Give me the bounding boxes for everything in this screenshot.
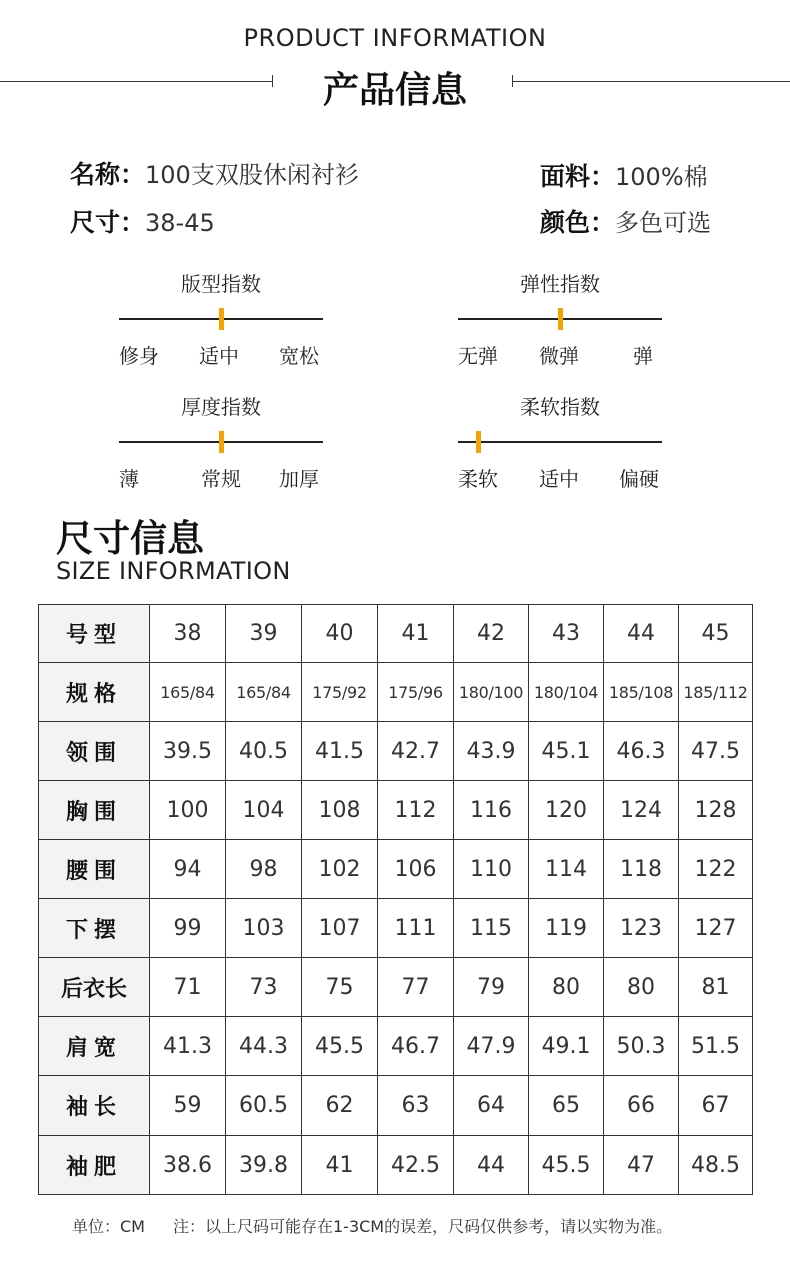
fit-index-title: 版型指数: [181, 272, 261, 296]
table-cell: 63: [378, 1076, 454, 1136]
table-cell: 60.5: [226, 1076, 302, 1136]
info-fabric-value: 100%棉: [615, 163, 708, 191]
product-info-title-cn: 产品信息: [322, 70, 467, 111]
thickness-index-label-mid: 常规: [201, 467, 241, 491]
size-info-title-en: SIZE INFORMATION: [56, 557, 291, 585]
elasticity-index-title: 弹性指数: [520, 272, 600, 296]
table-cell: 41: [302, 1136, 378, 1195]
table-cell: 67: [679, 1076, 753, 1136]
table-row: [39, 1076, 753, 1136]
table-cell: 106: [378, 840, 454, 899]
table-cell: 59: [150, 1076, 226, 1136]
table-cell: 42: [454, 605, 529, 663]
table-cell: 48.5: [679, 1136, 753, 1195]
table-cell: 80: [529, 958, 604, 1017]
table-cell: 45: [679, 605, 753, 663]
table-cell: 39: [226, 605, 302, 663]
table-cell: 120: [529, 781, 604, 840]
row-header: 肩宽: [39, 1017, 150, 1076]
thickness-index-title: 厚度指数: [181, 395, 261, 419]
fit-index-label-low: 修身: [119, 344, 159, 368]
table-row: [39, 605, 753, 663]
row-header: 领围: [39, 722, 150, 781]
table-cell: 185/108: [604, 663, 679, 722]
table-cell: 81: [679, 958, 753, 1017]
table-cell: 46.7: [378, 1017, 454, 1076]
table-cell: 75: [302, 958, 378, 1017]
table-cell: 71: [150, 958, 226, 1017]
table-row: [39, 899, 753, 958]
table-row: [39, 1017, 753, 1076]
info-name: [70, 155, 359, 191]
table-cell: 175/96: [378, 663, 454, 722]
fit-index-label-mid: 适中: [199, 344, 239, 368]
footer-note: [72, 1214, 672, 1237]
table-cell: 112: [378, 781, 454, 840]
table-cell: 66: [604, 1076, 679, 1136]
table-row: [39, 781, 753, 840]
table-cell: 116: [454, 781, 529, 840]
table-cell: 98: [226, 840, 302, 899]
table-cell: 123: [604, 899, 679, 958]
table-cell: 50.3: [604, 1017, 679, 1076]
table-cell: 44: [454, 1136, 529, 1195]
row-header: 胸围: [39, 781, 150, 840]
table-cell: 46.3: [604, 722, 679, 781]
table-row: [39, 663, 753, 722]
table-cell: 40: [302, 605, 378, 663]
row-header: 腰围: [39, 840, 150, 899]
row-header: 袖长: [39, 1076, 150, 1136]
softness-index-marker: [476, 431, 481, 453]
table-cell: 77: [378, 958, 454, 1017]
table-cell: 114: [529, 840, 604, 899]
info-fabric-label: 面料：: [540, 162, 616, 191]
info-fabric: [540, 157, 708, 193]
table-cell: 47.5: [679, 722, 753, 781]
fit-index-label-high: 宽松: [279, 344, 319, 368]
softness-index-label-low: 柔软: [458, 467, 498, 491]
table-cell: 64: [454, 1076, 529, 1136]
table-row: [39, 722, 753, 781]
table-cell: 41.5: [302, 722, 378, 781]
table-cell: 43.9: [454, 722, 529, 781]
table-cell: 175/92: [302, 663, 378, 722]
table-cell: 42.7: [378, 722, 454, 781]
fit-index-marker: [219, 308, 224, 330]
product-info-title-en: PRODUCT INFORMATION: [243, 24, 547, 52]
table-cell: 47: [604, 1136, 679, 1195]
table-cell: 45.1: [529, 722, 604, 781]
table-cell: 49.1: [529, 1017, 604, 1076]
size-table: [38, 604, 753, 1195]
row-header: 号型: [39, 605, 150, 663]
table-cell: 115: [454, 899, 529, 958]
thickness-index-label-high: 加厚: [279, 467, 319, 491]
table-cell: 108: [302, 781, 378, 840]
table-cell: 62: [302, 1076, 378, 1136]
table-row: [39, 1136, 753, 1195]
table-cell: 73: [226, 958, 302, 1017]
table-cell: 122: [679, 840, 753, 899]
table-cell: 165/84: [150, 663, 226, 722]
table-cell: 45.5: [529, 1136, 604, 1195]
table-cell: 40.5: [226, 722, 302, 781]
info-color-value: 多色可选: [615, 209, 712, 237]
info-color: [540, 203, 711, 239]
table-cell: 39.8: [226, 1136, 302, 1195]
row-header: 袖肥: [39, 1136, 150, 1195]
info-size-value: 38-45: [145, 209, 215, 237]
info-color-label: 颜色：: [540, 208, 616, 237]
table-cell: 185/112: [679, 663, 753, 722]
elasticity-index-marker: [558, 308, 563, 330]
table-cell: 102: [302, 840, 378, 899]
table-cell: 104: [226, 781, 302, 840]
table-cell: 99: [150, 899, 226, 958]
info-size: [70, 203, 215, 239]
table-cell: 43: [529, 605, 604, 663]
table-cell: 118: [604, 840, 679, 899]
table-cell: 124: [604, 781, 679, 840]
table-cell: 38.6: [150, 1136, 226, 1195]
softness-index-title: 柔软指数: [520, 395, 600, 419]
table-cell: 180/100: [454, 663, 529, 722]
softness-index-label-mid: 适中: [539, 467, 579, 491]
table-cell: 41.3: [150, 1017, 226, 1076]
thickness-index-label-low: 薄: [119, 467, 139, 491]
elasticity-index-label-low: 无弹: [458, 344, 498, 368]
table-cell: 39.5: [150, 722, 226, 781]
table-cell: 119: [529, 899, 604, 958]
table-cell: 94: [150, 840, 226, 899]
table-cell: 180/104: [529, 663, 604, 722]
table-cell: 103: [226, 899, 302, 958]
info-name-value: 100支双股休闲衬衫: [145, 161, 359, 189]
elasticity-index-label-high: 弹: [633, 344, 653, 368]
table-cell: 47.9: [454, 1017, 529, 1076]
softness-index-label-high: 偏硬: [619, 467, 659, 491]
table-row: [39, 840, 753, 899]
thickness-index-marker: [219, 431, 224, 453]
table-cell: 65: [529, 1076, 604, 1136]
table-cell: 165/84: [226, 663, 302, 722]
table-cell: 79: [454, 958, 529, 1017]
table-cell: 100: [150, 781, 226, 840]
row-header: 规格: [39, 663, 150, 722]
table-cell: 128: [679, 781, 753, 840]
table-cell: 107: [302, 899, 378, 958]
info-name-label: 名称：: [70, 160, 146, 189]
row-header: 下摆: [39, 899, 150, 958]
table-cell: 44: [604, 605, 679, 663]
table-cell: 110: [454, 840, 529, 899]
table-cell: 44.3: [226, 1017, 302, 1076]
table-cell: 80: [604, 958, 679, 1017]
size-info-title-cn: 尺寸信息: [56, 517, 204, 560]
table-cell: 38: [150, 605, 226, 663]
table-cell: 127: [679, 899, 753, 958]
table-cell: 51.5: [679, 1017, 753, 1076]
row-header: 后衣长: [39, 958, 150, 1017]
table-row: [39, 958, 753, 1017]
footer-disclaimer: 注：以上尺码可能存在1-3CM的误差，尺码仅供参考，请以实物为准。: [172, 1217, 673, 1236]
softness-index-scale: [458, 441, 662, 443]
header-divider-right: [512, 81, 790, 82]
table-cell: 111: [378, 899, 454, 958]
table-cell: 41: [378, 605, 454, 663]
info-size-label: 尺寸：: [70, 208, 146, 237]
elasticity-index-label-mid: 微弹: [539, 344, 579, 368]
table-cell: 42.5: [378, 1136, 454, 1195]
table-cell: 45.5: [302, 1017, 378, 1076]
footer-unit: 单位：CM: [72, 1217, 145, 1236]
